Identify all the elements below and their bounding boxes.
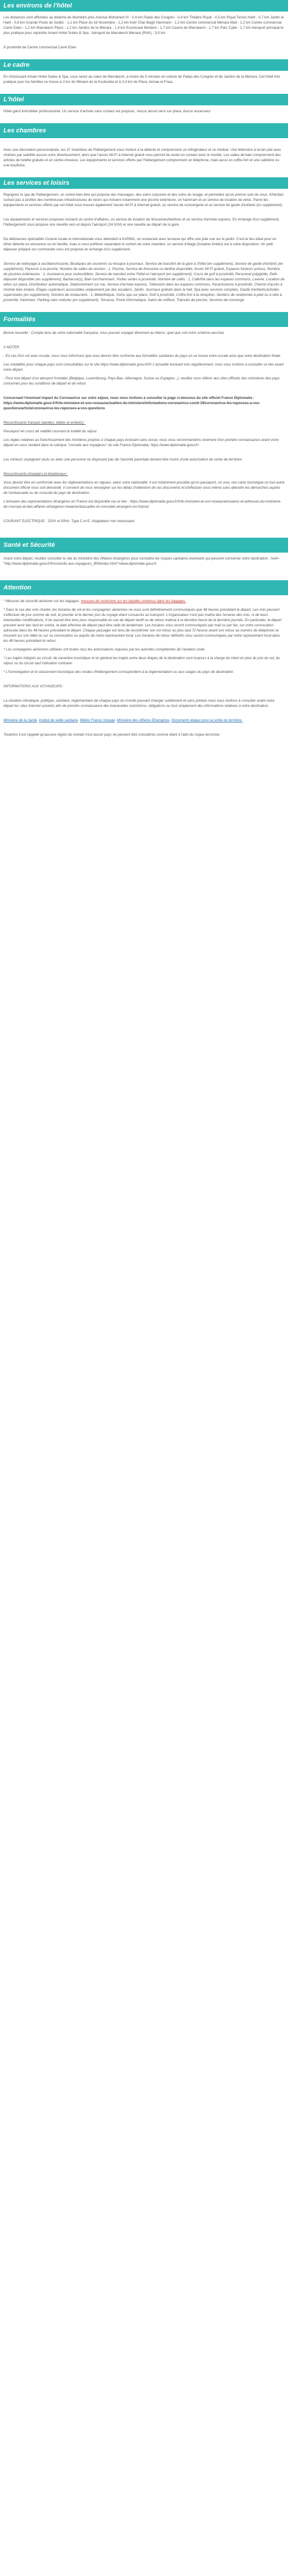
affaires-etrangeres-link[interactable]: Ministère des Affaires Étrangères [116, 718, 170, 722]
section-environs [0, 12, 288, 50]
attention-bagages-text: * Mesures de sécurité aérienne sur les bagages: [3, 599, 81, 603]
formalites-coronavirus-text: Concernant l'éventuel impact du Coronavirus sur votre séjour, nous vous invitons à consulter la page ci-dessous du site officiel France Diplomatie : https://www.diplomatie.gouv.fr/fr/le-ministere-et-son-reseau/actualites-du-ministere/informations-coronavirus-covid-19/coronavirus-les-reponses-a-vos-questions/article/coronavirus-les-reponses-a-vos-questions [3, 396, 260, 410]
section-services [0, 189, 288, 303]
formalites-ressortissants-title [3, 420, 285, 425]
attention-links: Ministère de la Santé, Institut de veille sanitaire, Météo France Voyage, Ministère des Affaires Étrangères, Documents légaux pour la sortie du territoire. [3, 718, 243, 722]
section-header-attention: Attention [0, 580, 288, 595]
environs-text: Les distances sont affichées au dixième de kilomètre près Avenue Mohamed VI - 0,4 km Palais des Congrès - 0,4 km Théâtre Royal - 0,5 km Royal Tennis Harti - 0,7 km Jardin el Harti - 0,8 km Grande Poste de Guéliz - 1,1 km Place du 16 Novembre - 1,2 km Kwir Char-Bagh Hammam - 1,2 km Centre commercial Ménara Mall - 1,2 km Centre commercial Carré Eden - 1,2 km Marrakech Plaza - 1,2 km Jardins de la Ménara - 1,4 km Ecomusee Berbere - 1,7 km Casino de Marrakech - 1,7 km Parc Cybe - 1,7 km Aéroport principal le plus pratique pour rejoindre Amani Hotel Suites & Spa : Aéroport de Marrakech Menara (RAK) - 5,5 km [3, 16, 284, 35]
formalites-frontalier: - Pour tout départ d'un aéroport frontalier (Belgique, Luxembourg, Pays-Bas, Allemagne, Suisse ou Espagne...), veuillez vous référer aux sites officiels des ministères des pays concernés pour les conditions de départ et de retour. [3, 376, 280, 386]
formalites-etrangers-title [3, 471, 285, 477]
section-attention [0, 595, 288, 737]
veille-sanitaire-link[interactable]: Institut de veille sanitaire [39, 718, 78, 722]
services-text-3: De délicieuses spécialités Cuisine locale et internationale vous attendent à KARMA, un restaurant avec terrasse qui offre une jolie vue sur le jardin. C'est le lieu idéal pour un dîner détente en amoureux ou en famille, mais si vous préférez cependant le confort de votre chambre, un service d'étage (horaires limités) est à votre disposition. Un petit déjeuner préparé sur commande vous est proposé en échange d'un supplément. [3, 237, 276, 252]
formalites-intro: Bonne nouvelle : Compte tenu de votre nationalité française, vous pouvez voyager librement au Maroc, quel que soit votre schéma vaccinal. [3, 331, 225, 335]
formalites-courant: COURANT ELECTRIQUE : 220V et 50Hz. Type C et E. Adaptateur non nécessaire. [3, 519, 135, 523]
environs-near: À proximité de Centre commercial Carré Eden [3, 45, 77, 50]
cadre-text: En choisissant Amani Hotel Suites & Spa, vous serez au cœur de Marrakech, à moins de 5 minutes en voiture de Palais des Congrès et de Jardins de la Ménara. Cet hôtel très pratique pour les familles se trouve à 3 km de Minaret de la Koutoubia et à 3,4 km de Place Jemaa el-Fnaa. [3, 75, 281, 84]
attention-bagages [3, 599, 285, 604]
section-sante [0, 553, 288, 566]
chambres-text: Avec une décoration personnalisée, les 37 chambres de l'hébergement vous invitent à la détente et comprennent un réfrigérateur et un minibar. Une télévision à écran plat avec chaînes par satellite assure votre divertissement, alors que l'accès Wi-Fi à Internet gratuit vous permet de rester en contact avec le monde. Les salles de bain comprennent des articles de toilette gratuits et un sèche-cheveux. Les équipements et services offerts par l'hébergement comprennent un téléphone, mais aussi un coffre-fort et une cafetière ou une bouilloire. [3, 148, 281, 168]
formalites-annuaire: L'annuaire des représentations étrangères en France est disponible via ce lien : https://www.diplomatie.gouv.fr/fr/le-ministere-et-son-reseau/annuaires-et-adresses-du-ministere-de-l-europe-et-des-affaires-etrangeres-meae/ambassades-et-consulats-etrangers-en-france/ [3, 500, 282, 509]
attention-trajets: * Les trajets intégrés au circuit, de caractère touristique et en général les trajets entre deux étapes de la destination sont toujours à la charge du client en plus du prix du vol, du séjour ou du circuit sauf indication contraire. [3, 656, 280, 665]
services-text-2: Les équipements et services proposés incluent un centre d'affaires, un service de location de limousines/berlines et un service d'arrivée express. En échange d'un supplément, l'hébergement vous propose une navette vers et depuis l'aéroport (24 h/24) et une navette au départ de la gare. [3, 218, 280, 227]
section-cadre [0, 71, 288, 85]
section-header-cadre: Le cadre [0, 59, 288, 71]
formalites-note-title: A NOTER [3, 345, 20, 349]
formalites-escale: - En cas d'un vol avec escale, nous vous informons que vous devrez être conforme aux formalités sanitaires du pays où se trouve votre escale ainsi que votre destination finale. [3, 354, 282, 358]
section-hotel [0, 105, 288, 114]
section-header-formalites: Formalités [0, 312, 288, 327]
formalites-passeport: Passeport en cours de validité couvrant la totalité du séjour. [3, 429, 98, 433]
section-header-services: Les services et loisirs [0, 177, 288, 189]
attention-infos-title: INFORMATIONS AUX VOYAGEURS : [3, 684, 65, 688]
formalites-mineurs: Les mineurs voyageant seuls ou avec une personne ne disposant pas de l'autorité parentale doivent être munis d'une autorisation de sortie de territoire. [3, 458, 243, 462]
meteo-france-link[interactable]: Météo France Voyage [79, 718, 115, 722]
section-formalites [0, 327, 288, 524]
formalites-ressortissants-label: Ressortissants français (adultes, bébés et enfants) : [3, 421, 86, 425]
hotel-text: Hôtel garni immobilier professionnel. Un service d'arrivée sans contact est proposé., Aucun alcool servi sur place, Aucun ascenseur [3, 109, 211, 113]
page [0, 0, 288, 741]
ministere-sante-link[interactable]: Ministère de la Santé [3, 718, 37, 722]
liquides-restriction-link[interactable]: mesures de restriction sur les liquides contenus dans les bagages. [81, 599, 186, 603]
formalites-etrangers-label: Ressortissants étrangers et binationaux : [3, 472, 69, 476]
section-header-sante: Santé et Sécurité [0, 538, 288, 553]
formalites-coronavirus [3, 395, 285, 411]
attention-terrorisme: Toutefois il est rappelé qu'aucune région du monde n'est aucun pays ne peuvent être considérés comme étant à l'abri du risque terroriste. [3, 733, 221, 737]
documents-legaux-link[interactable]: Documents légaux pour la sortie du territoire. [171, 718, 243, 722]
services-list: Service de nettoyage à sec/blanchisserie, Boutiques de souvenirs ou kiosque à journaux, Service de transfert de la gare à l'hôtel (en supplément), Service de garde d'enfants (en supplément), Parasols à la piscine, Nombre de salles de réunion : 1, Piscine, Service de limousine ou berline disponible, Accès Wi-Fi gratuit, Espaces fumeurs prévus, Nombre de piscines extérieures : 1, Assistance pour visites/billets, Service de transfert entre l'hôtel et l'aéroport (en supplément), Cours de golf à proximité, Personnel polyglotte, Petit-déjeuner disponible (en supplément), Barbecue(s), Bain turc/hammam, Visites vertes à proximité, Nombre de cafés : 1, Café/thé dans les espaces communs, Laverie, Location de vélos sur place, Distributeur automatique, Stationnement sur rue, Service d'arrivée express, Télévision dans les espaces communs, Parachutisme à proximité, Chemin d'accès à l'entrée bien éclairé, Étages supérieurs accessibles uniquement par des escaliers, Jardin, Journaux gratuits dans le hall, Spa avec services complets, Garde d'enfants/activités supervisées (en supplément), Nombre de restaurants : 1, Bibliothèque, Soins spa sur place, Golf à proximité, Coffre-fort à la réception, Sentiers de randonnée à pied ou à vélo à proximité, Hammam, Parking sans voiturier (en supplément), Terrasse, Poste informatique, Salon de coiffure, Transats de piscine, Services de concierge [3, 262, 285, 302]
sante-text: Avant votre départ, veuillez consulter le site du ministère des Affaires étrangères pour connaître les risques sanitaires éventuels qui peuvent concerner votre destination : href= "http://www.diplomatie.gouv.fr/fr/conseils-aux-voyageurs_909/index.html">www.diplomatie.gouv.fr [3, 557, 279, 566]
services-text-1: Rejoignez le spa de l'hébergement, un centre bien-être qui propose des massages, des soins corporels et des soins du visage, et permettez qu'on prenne soin de vous. N'hésitez surtout pas à profiter des nombreuses infrastructures de loisirs qui incluent notamment une piscine extérieure, un hammam et un service de location de vélos. Parmi les équipements et services offerts par cet hôtel vous trouvez également l'accès Wi-Fi à Internet gratuit, un service de conciergerie et un service de garde d'enfants (en supplément). [3, 193, 284, 207]
section-chambres [0, 138, 288, 168]
formalites-etrangers: Vous devrez être en conformité avec les réglementations en vigueur, selon votre nationalité. Il est notamment possible qu'un passeport, un visa, une carte touristique ou tout autre document officiel vous soit demandé. Il convient de vous renseigner sur les délais d'obtention de ces documents et d'effectuer vous-même sans attendre les démarches auprès de l'ambassade ou du consulat du pays de destination. [3, 481, 285, 495]
attention-compagnies: * Les compagnies aériennes utilisées ont toutes reçu les autorisations requises par les autorités compétentes de l'aviation civile. [3, 648, 206, 652]
attention-charter: * Dans le cas des vols charter, les horaires de vol et les compagnies aériennes ne nous sont définitivement communiqués que 48 heures précédant le départ. Les vols peuvent s'effectuer de jour comme de nuit, le premier et le dernier jour du voyage étant consacrés au transport. L'organisateur n'est pas maître des horaires des vols, ni de leurs éventuelles modifications. Il ne saurait être tenu pour responsable en cas de départ tardif ou de retour matinal à la dernière heure de la dernière journée. En particulier, le départ pouvant avoir lieu tard en soirée, la date effective de départ peut être celle du lendemain. Les horaires vous seront communiqués par mail ou par fax, sur votre convocation adressée dans les 48 heures précédant le départ. Chaque passager est tenu de reconfirmer son vol retour au plus tard 72 heures avant son retour au numéro de téléphone se trouvant sur son billet ou sur sa convocation ou auprès de notre représentant local. Les horaires de retour définitifs vous seront communiqués par notre représentant local dans les 48 heures précédant le retour. [3, 608, 282, 643]
section-header-chambres: Les chambres [0, 123, 288, 138]
formalites-regles: Les règles relatives au franchissement des frontières propres à chaque pays évoluant sans cesse, nous vous recommandons vivement d'en prendre connaissance avant votre départ en vous rendant dans la rubrique "conseils aux voyageurs" du site France Diplomatie, https://www.diplomatie.gouv.fr/. [3, 438, 279, 447]
formalites-modalites: Les modalités pour chaque pays sont consultables sur le site https://www.diplomatie.gouv.fr/fr/ L'actualité évoluant très régulièrement, nous vous invitons à consulter ce lien avant votre départ. [3, 363, 284, 372]
section-header-hotel: L'hôtel [0, 94, 288, 105]
attention-infos-text: La situation climatique, politique, sanitaire, réglementaire de chaque pays du monde pouvant changer subitement et sans préavis nous vous invitons à consulter avant votre départ les sites Internet suivants afin de prendre connaissance des éventuelles restrictions, obligations ou tout simplement des informations relatives à votre destination. [3, 699, 275, 708]
section-header-environs: Les environs de l'hôtel [0, 0, 288, 12]
attention-homologation: * L'homologation et le classement touristique des modes d'hébergement correspondent à la réglementation ou aux usages du pays de destination. [3, 670, 234, 674]
